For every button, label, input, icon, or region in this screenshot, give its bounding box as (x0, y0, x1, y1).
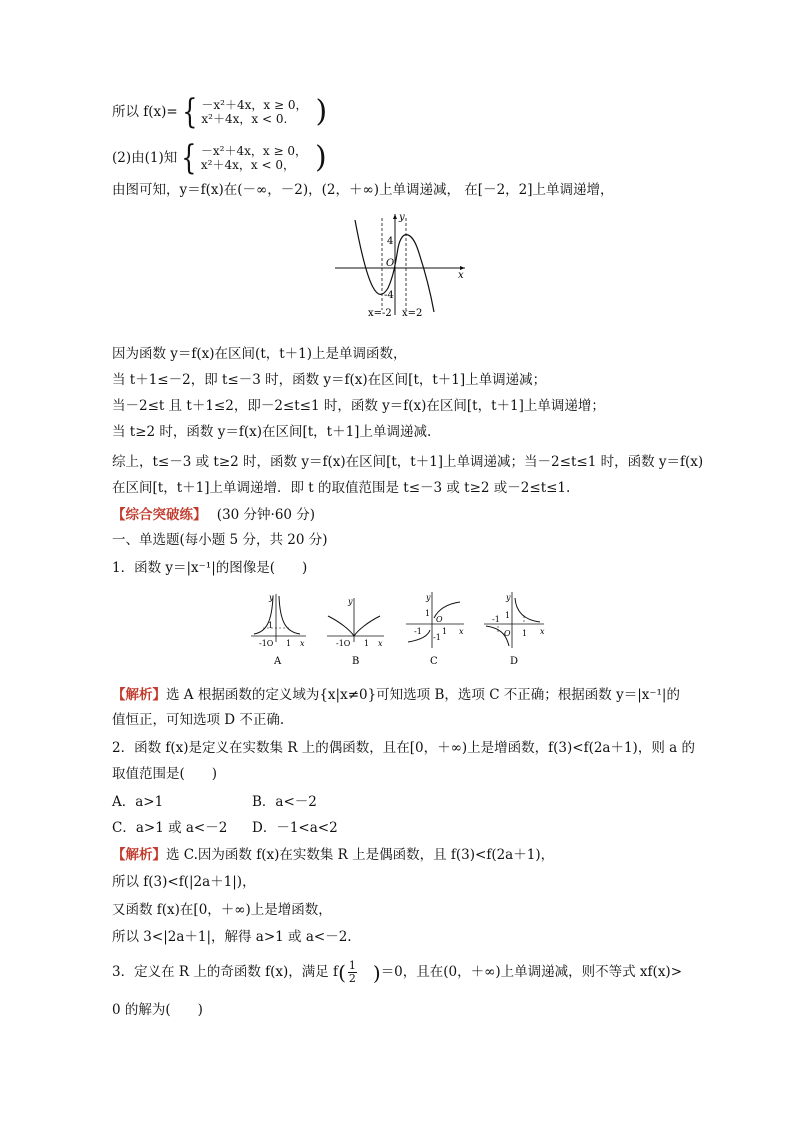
right-line-label: x=2 (402, 308, 423, 319)
option-label: B (352, 656, 360, 667)
option-d-graph (484, 592, 545, 667)
tick: 1 (522, 629, 528, 638)
text-line: 当－2≤t 且 t＋1≤2，即－2≤t≤1 时，函数 y＝f(x)在区间[t，t＋1]上单调递增； (112, 398, 605, 414)
tick: -1 (433, 633, 441, 642)
option-a-graph (251, 593, 306, 667)
tick: -1 (414, 627, 422, 636)
option-c[interactable]: C．a>1 或 a<－2 (112, 820, 228, 836)
left-line-label: x=-2 (368, 308, 392, 319)
tick: -1 (492, 615, 500, 624)
tick: 1 (364, 639, 370, 648)
origin-label: O (386, 258, 395, 269)
q1-stem: 1．函数 y＝|x⁻¹|的图像是( ) (112, 560, 308, 576)
curve (279, 596, 300, 634)
option-label: D (510, 656, 519, 667)
text-line: 当 t＋1≤－2，即 t≤－3 时，函数 y＝f(x)在区间[t，t＋1]上单调递减； (112, 372, 547, 388)
option-b-graph (327, 597, 384, 667)
q3-stem: 3．定义在 R 上的奇函数 f(x)，满足 f( $\frac{1}{2}$ )＝0，且在(0，＋∞)上单调递减，则不等式 xf(x)> (112, 959, 683, 985)
origin-label: O (436, 615, 443, 624)
left-brace: { (181, 138, 197, 178)
q3-stem-part: 3．定义在 R 上的奇函数 f(x)，满足 f (112, 964, 339, 980)
piecewise-prefix: 所以 f(x)= (112, 104, 178, 120)
piecewise-cases (201, 98, 307, 126)
tick: -1O (259, 639, 274, 648)
tick: 1 (505, 611, 511, 620)
curve (515, 598, 540, 622)
case-1: －x²＋4x，x ≥ 0， (200, 144, 307, 158)
option-c-graph (406, 592, 464, 667)
section-meta: (30 分钟·60 分) (216, 507, 316, 523)
fraction-half (348, 960, 357, 985)
x-label: x (459, 627, 464, 636)
tick-neg4: -4 (384, 290, 394, 301)
piecewise-recall (112, 138, 327, 178)
fraction-denominator: 2 (348, 972, 356, 985)
text-line: 在区间[t，t＋1]上单调递增．即 t 的取值范围是 t≤－3 或 t≥2 或－2≤t≤1. (112, 480, 571, 496)
q3-stem-cont: 0 的解为( ) (112, 1002, 203, 1018)
x-label: x (458, 270, 464, 281)
part-heading: 一、单选题(每小题 5 分，共 20 分) (112, 532, 328, 548)
y-axis-arrow (393, 214, 397, 219)
q2-options-row1 (112, 792, 317, 812)
y-label: y (399, 212, 405, 223)
x-label: x (540, 627, 545, 636)
tick: 1 (425, 609, 431, 618)
q1-option-graphs (248, 592, 548, 670)
y-label: y (506, 593, 511, 602)
tick: 1 (442, 627, 448, 636)
q2-stem-cont: 取值范围是( ) (112, 766, 218, 782)
origin-label: O (504, 629, 511, 638)
analysis-text: 选 C.因为函数 f(x)在实数集 R 上是偶函数，且 f(3)<f(2a＋1)， (166, 847, 555, 863)
tick: 1 (268, 621, 274, 630)
case-2: x²＋4x，x < 0， (200, 158, 295, 172)
q2-analysis-line: 所以 3<|2a＋1|，解得 a>1 或 a<－2. (112, 929, 352, 945)
right-paren: ) (314, 140, 327, 175)
text-line: 当 t≥2 时，函数 y＝f(x)在区间[t，t＋1]上单调递减. (112, 424, 432, 440)
right-paren: ) (315, 94, 328, 129)
q2-analysis-line: 又函数 f(x)在[0，＋∞)上是增函数， (112, 902, 332, 918)
section-heading (112, 505, 315, 525)
q2-analysis (112, 845, 554, 865)
y-label: y (269, 593, 274, 602)
option-a[interactable]: A．a>1 (112, 794, 164, 810)
case-2: x²＋4x，x < 0. (201, 112, 288, 126)
case-1: －x²＋4x，x ≥ 0， (201, 98, 308, 112)
tick: -1O (336, 639, 351, 648)
monotonic-summary: 由图可知，y＝f(x)在(－∞，－2)，(2，＋∞)上单调递减， 在[－2，2]上单调递增， (112, 182, 614, 198)
q3-stem-part: ＝0，且在(0，＋∞)上单调递减，则不等式 xf(x)> (380, 964, 683, 980)
cubic-graph (330, 210, 470, 320)
q2-stem: 2．函数 f(x)是定义在实数集 R 上的偶函数，且在[0，＋∞)上是增函数，f(3)<f(2a＋1)，则 a 的 (112, 740, 695, 756)
option-d[interactable]: D．－1<a<2 (252, 820, 338, 836)
q1-analysis (112, 685, 680, 705)
fraction-numerator: 1 (348, 959, 356, 972)
piecewise-prefix: (2)由(1)知 (112, 150, 178, 166)
y-label: y (348, 597, 353, 606)
analysis-tag: 【解析】 (112, 687, 166, 703)
option-label: A (274, 656, 282, 667)
option-b[interactable]: B．a<－2 (252, 794, 317, 810)
analysis-text: 选 A 根据函数的定义域为{x|x≠0}可知选项 B，选项 C 不正确；根据函数 y＝|x⁻¹|的 (166, 687, 680, 703)
option-label: C (430, 656, 438, 667)
piecewise-definition (112, 92, 328, 132)
analysis-tag: 【解析】 (112, 847, 166, 863)
tick: 1 (286, 639, 292, 648)
piecewise-cases (201, 144, 307, 172)
q2-analysis-line: 所以 f(3)<f(|2a＋1|)， (112, 874, 256, 890)
q1-analysis-cont: 值恒正，可知选项 D 不正确. (112, 712, 285, 728)
y-label: y (426, 593, 431, 602)
text-line: 因为函数 y＝f(x)在区间(t，t＋1)上是单调函数， (112, 346, 407, 362)
left-brace: { (181, 92, 198, 132)
x-label: x (378, 639, 383, 648)
x-label: x (300, 639, 305, 648)
q2-options-row2 (112, 818, 338, 838)
tick-4: 4 (387, 236, 394, 247)
section-title: 【综合突破练】 (112, 507, 207, 523)
text-line: 综上，t≤－3 或 t≥2 时，函数 y＝f(x)在区间[t，t＋1]上单调递减；当－2≤t≤1 时，函数 y＝f(x) (112, 454, 704, 470)
